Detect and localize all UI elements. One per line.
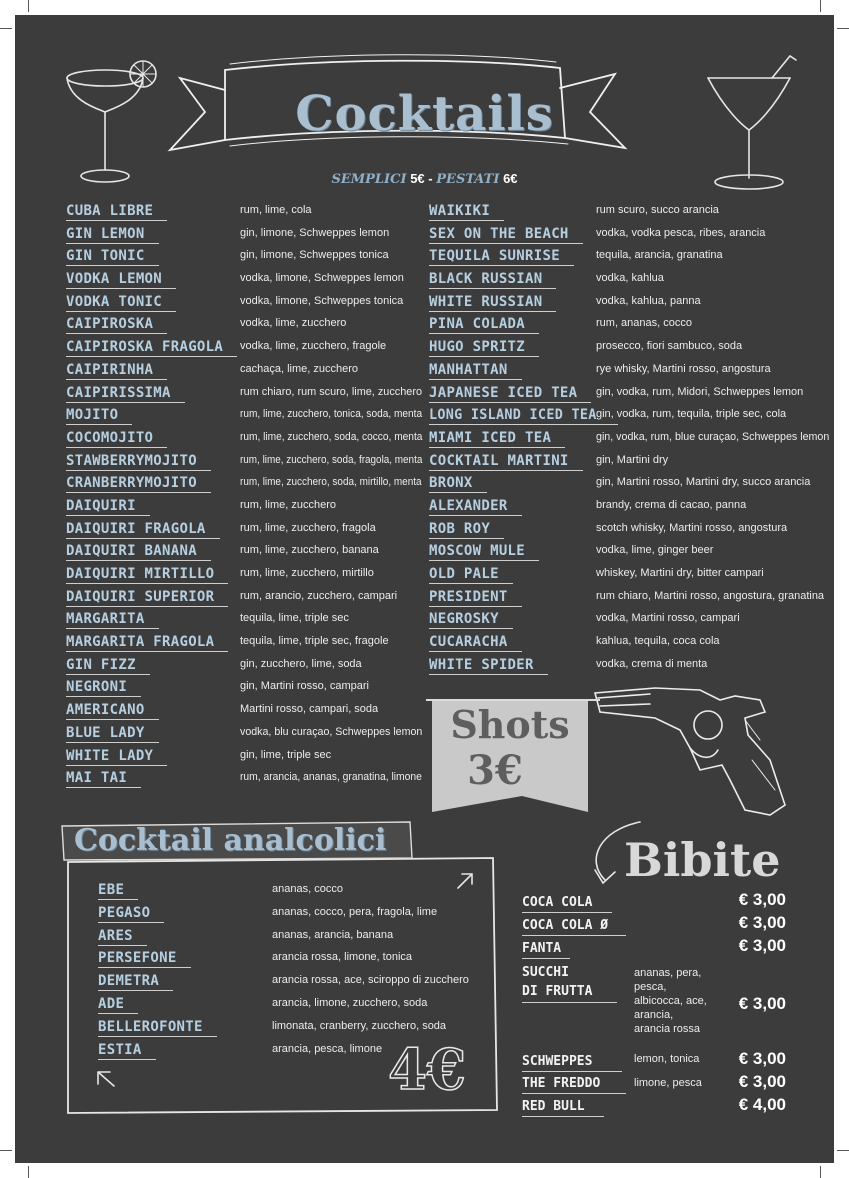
menu-row (429, 589, 829, 612)
drink-ingredients: rum, ananas, cocco (596, 317, 692, 330)
drink-name: GIN TONIC (66, 248, 145, 265)
underline (66, 538, 220, 539)
underline (66, 583, 228, 584)
underline (66, 333, 167, 334)
drink-name: MANHATTAN (429, 361, 508, 378)
drink-ingredients: tequila, arancia, granatina (596, 249, 723, 262)
drink-name: CUBA LIBRE (66, 203, 154, 219)
drink-name: VODKA LEMON (66, 271, 163, 288)
menu-row (66, 589, 426, 612)
underline (66, 447, 167, 448)
drink-name: PEGASO (98, 904, 151, 921)
menu-row (66, 203, 426, 226)
underline (522, 1071, 622, 1072)
underline (429, 333, 539, 334)
drink-price: € 3,00 (738, 1049, 786, 1068)
drink-name: TEQUILA SUNRISE (429, 248, 560, 265)
underline (98, 990, 173, 991)
menu-row (66, 748, 426, 771)
menu-row (429, 248, 829, 271)
arrow-head-icon (595, 870, 615, 883)
drink-ingredients: arancia rossa, ace, sciroppo di zucchero (272, 974, 469, 987)
drink-name: DAIQUIRI FRAGOLA (66, 520, 206, 537)
underline (66, 220, 167, 221)
drink-name: CAIPIRISSIMA (66, 384, 171, 401)
underline (429, 288, 556, 289)
drink-name: VODKA TONIC (66, 293, 163, 310)
drink-ingredients: ananas, cocco (272, 883, 343, 895)
analcolici-price: 4€ (388, 1037, 466, 1103)
drink-ingredients: vodka, limone, Schweppes tonica (240, 294, 404, 307)
drink-ingredients: kahlua, tequila, coca cola (596, 635, 720, 648)
menu-row (66, 498, 426, 521)
underline (66, 787, 141, 788)
drink-flavors: limone, pesca (634, 1077, 702, 1089)
underline (98, 899, 138, 900)
drink-name: ROB ROY (429, 520, 491, 537)
drink-ingredients: gin, Martini dry (596, 453, 669, 466)
drink-name: FANTA (522, 941, 562, 956)
underline (429, 628, 513, 629)
drink-name: HUGO SPRITZ (429, 339, 526, 356)
menu-row (429, 430, 829, 453)
simple-label: SEMPLICI (331, 172, 407, 187)
revolver-icon (595, 688, 785, 815)
drink-ingredients: rum, lime, zucchero, soda, mirtillo, menta (240, 476, 422, 489)
menu-row (429, 611, 829, 634)
underline (98, 945, 147, 946)
drink-name: MOSCOW MULE (429, 543, 526, 560)
drink-name: CAIPIRINHA (66, 361, 154, 378)
drink-ingredients: brandy, crema di cacao, panna (596, 498, 747, 511)
drink-ingredients: rum, lime, zucchero, soda, fragola, menta (240, 453, 423, 466)
underline (429, 402, 591, 403)
drink-ingredients: limonata, cranberry, zucchero, soda (272, 1019, 447, 1032)
drink-ingredients: rum, lime, zucchero, fragola (240, 521, 376, 534)
crushed-label: PESTATI (436, 172, 500, 187)
menu-row (66, 725, 426, 748)
drink-ingredients: rum chiaro, Martini rosso, angostura, granatina (596, 589, 825, 602)
menu-row (66, 634, 426, 657)
drink-name: SEX ON THE BEACH (429, 225, 569, 242)
drink-name: JAPANESE ICED TEA (429, 384, 578, 401)
drink-name: BLUE LADY (66, 724, 145, 741)
drink-ingredients: vodka, kahlua (596, 272, 664, 285)
drink-ingredients: tequila, lime, triple sec, fragole (240, 635, 389, 648)
underline (98, 1036, 217, 1037)
drink-flavors: lemon, tonica (634, 1053, 700, 1065)
drink-ingredients: gin, limone, Schweppes lemon (240, 226, 390, 239)
drink-ingredients: rum, lime, zucchero, mirtillo (240, 567, 374, 579)
menu-row (98, 996, 478, 1019)
underline (522, 935, 626, 936)
menu-row (66, 294, 426, 317)
menu-row (98, 882, 478, 905)
shots-price: 3€ (467, 747, 523, 794)
menu-row (98, 950, 478, 973)
drink-ingredients: rum scuro, succo arancia (596, 204, 719, 216)
drink-ingredients: Martini rosso, campari, soda (240, 703, 379, 716)
underline (429, 492, 487, 493)
drink-ingredients: vodka, lime, ginger beer (596, 544, 714, 557)
analcolici-title: Cocktail analcolici (74, 823, 387, 858)
menu-row (429, 453, 829, 476)
menu-row (429, 634, 829, 657)
drink-name: COCKTAIL MARTINI (429, 452, 569, 469)
juice-flavors (634, 966, 707, 1036)
shots-label: Shots (450, 702, 570, 747)
drink-name: WAIKIKI (429, 203, 491, 219)
underline (429, 220, 504, 221)
underline (98, 922, 164, 923)
drink-ingredients: rye whisky, Martini rosso, angostura (596, 362, 771, 375)
drink-name: MARGARITA FRAGOLA (66, 634, 215, 651)
menu-row (429, 407, 829, 430)
underline (429, 674, 548, 675)
drink-price: € 3,00 (738, 913, 786, 932)
drink-name: DAIQUIRI BANANA (66, 543, 197, 560)
drink-name: CUCARACHA (429, 634, 508, 651)
menu-row (66, 362, 426, 385)
drink-ingredients: rum chiaro, rum scuro, lime, zucchero (240, 385, 422, 398)
drink-name: BELLEROFONTE (98, 1018, 203, 1035)
drink-name: WHITE SPIDER (429, 656, 534, 673)
underline (66, 719, 159, 720)
underline (429, 243, 583, 244)
cocktail-list-left (66, 203, 426, 793)
drink-ingredients: vodka, lime, zucchero, fragole (240, 340, 387, 353)
menu-row (66, 407, 426, 430)
drink-ingredients: whiskey, Martini dry, bitter campari (596, 567, 764, 579)
drink-name: DAIQUIRI SUPERIOR (66, 588, 215, 605)
underline (66, 765, 167, 766)
menu-row (429, 475, 829, 498)
drink-name: RED BULL (522, 1099, 585, 1114)
menu-row (429, 566, 829, 589)
drink-name: ADE (98, 995, 125, 1012)
drink-ingredients: rum, lime, zucchero, banana (240, 544, 379, 557)
drink-name: ARES (98, 927, 133, 944)
cocktail-prices (0, 171, 849, 187)
drink-price: € 4,00 (738, 1095, 786, 1114)
simple-price: 5€ (410, 171, 425, 186)
drink-ingredients: rum, lime, zucchero, soda, cocco, menta (240, 430, 423, 443)
drink-ingredients: gin, Martini rosso, campari (240, 680, 369, 693)
drink-name: PRESIDENT (429, 588, 508, 605)
drink-ingredients: vodka, lime, zucchero (240, 317, 347, 330)
drink-name: MIAMI ICED TEA (429, 429, 552, 446)
drink-name: BRONX (429, 475, 473, 492)
drink-name: WHITE LADY (66, 747, 154, 764)
menu-row (66, 453, 426, 476)
underline (522, 958, 570, 959)
drink-price: € 3,00 (738, 890, 786, 909)
drink-name: CAIPIROSKA FRAGOLA (66, 339, 224, 356)
underline (98, 1059, 156, 1060)
bibite-list (522, 890, 786, 1120)
drink-name: MAI TAI (66, 770, 128, 787)
menu-row (98, 928, 478, 951)
drink-name: EBE (98, 882, 125, 898)
drink-name: THE FREDDO (522, 1076, 601, 1091)
underline (98, 967, 191, 968)
underline (429, 356, 539, 357)
drink-name: PERSEFONE (98, 950, 177, 967)
underline (98, 1013, 138, 1014)
drink-ingredients: scotch whisky, Martini rosso, angostura (596, 521, 788, 534)
underline (522, 912, 612, 913)
underline (66, 560, 211, 561)
menu-row (66, 657, 426, 680)
menu-row (429, 203, 829, 226)
menu-row (66, 339, 426, 362)
underline (429, 447, 565, 448)
menu-row (429, 226, 829, 249)
underline (429, 606, 522, 607)
underline (66, 243, 159, 244)
menu-row (429, 657, 829, 680)
menu-row (429, 543, 829, 566)
underline (66, 696, 141, 697)
drink-ingredients: vodka, crema di menta (596, 657, 708, 670)
underline (66, 311, 176, 312)
drink-name: DAIQUIRI (66, 497, 136, 514)
bibite-title: Bibite (624, 833, 781, 887)
drink-ingredients: gin, limone, Schweppes tonica (240, 249, 389, 262)
underline (66, 288, 176, 289)
menu-row (98, 973, 478, 996)
underline (66, 402, 185, 403)
drink-price: € 3,00 (738, 1072, 786, 1091)
underline (522, 1116, 604, 1117)
drink-ingredients: prosecco, fiori sambuco, soda (596, 340, 743, 353)
menu-row (66, 679, 426, 702)
drink-name: BLACK RUSSIAN (429, 271, 543, 288)
underline (66, 742, 159, 743)
menu-row (66, 271, 426, 294)
drink-ingredients: rum, lime, cola (240, 204, 312, 216)
drink-name: CAIPIROSKA (66, 316, 154, 333)
underline (522, 1093, 626, 1094)
menu-row (66, 770, 426, 793)
drink-ingredients: gin, zucchero, lime, soda (240, 657, 362, 670)
drink-name: PINA COLADA (429, 316, 526, 333)
menu-row (66, 385, 426, 408)
drink-name: GIN LEMON (66, 225, 145, 242)
menu-row (66, 430, 426, 453)
menu-row (429, 521, 829, 544)
drink-name: MARGARITA (66, 611, 145, 628)
menu-title: Cocktails (295, 86, 554, 142)
menu-row (66, 611, 426, 634)
menu-row (66, 316, 426, 339)
underline (66, 628, 159, 629)
underline (66, 651, 228, 652)
drink-name: COCA COLA Ø (522, 918, 609, 933)
drink-name: NEGROSKY (429, 611, 499, 628)
underline (429, 651, 522, 652)
drink-ingredients: vodka, vodka pesca, ribes, arancia (596, 226, 766, 239)
drink-ingredients: rum, arancio, zucchero, campari (240, 589, 398, 602)
menu-row (66, 566, 426, 589)
flavor: albicocca, ace, (634, 995, 707, 1007)
underline (429, 538, 504, 539)
drink-name: ALEXANDER (429, 497, 508, 514)
underline (66, 265, 159, 266)
drink-name: SCHWEPPES (522, 1054, 593, 1069)
drink-ingredients: gin, vodka, rum, tequila, triple sec, cola (596, 408, 787, 421)
drink-ingredients: vodka, limone, Schweppes lemon (240, 272, 404, 285)
drink-name: DAIQUIRI MIRTILLO (66, 566, 215, 582)
menu-row (429, 316, 829, 339)
drink-name: ESTIA (98, 1041, 142, 1058)
menu-row (429, 271, 829, 294)
menu-row (66, 226, 426, 249)
menu-row (66, 475, 426, 498)
menu-row (66, 702, 426, 725)
drink-ingredients: rum, lime, zucchero (240, 498, 336, 511)
underline (429, 470, 583, 471)
crushed-price: 6€ (503, 171, 518, 186)
menu-row (429, 362, 829, 385)
underline (66, 606, 228, 607)
menu-row (66, 521, 426, 544)
drink-ingredients: gin, vodka, rum, blue curaçao, Schweppes lemon (596, 430, 830, 443)
flavor: arancia, (634, 1009, 674, 1021)
drink-name: DI FRUTTA (522, 984, 593, 999)
underline (429, 265, 574, 266)
underline (429, 560, 539, 561)
drink-name: COCOMOJITO (66, 429, 154, 446)
menu-row (429, 294, 829, 317)
drink-ingredients: ananas, cocco, pera, fragola, lime (272, 905, 438, 918)
drink-name: WHITE RUSSIAN (429, 293, 543, 310)
drink-name: AMERICANO (66, 702, 145, 719)
drink-ingredients: cachaça, lime, zucchero (240, 362, 358, 375)
underline (429, 379, 522, 380)
cocktail-list-right (429, 203, 829, 679)
drink-ingredients: vodka, Martini rosso, campari (596, 612, 740, 625)
underline (66, 379, 167, 380)
drink-ingredients: arancia rossa, limone, tonica (272, 951, 413, 964)
underline (66, 424, 132, 425)
drink-name: DEMETRA (98, 973, 160, 990)
underline (66, 492, 211, 493)
drink-ingredients: gin, Martini rosso, Martini dry, succo arancia (596, 476, 811, 489)
drink-name: LONG ISLAND ICED TEA (429, 407, 597, 424)
drink-name: OLD PALE (429, 566, 499, 582)
drink-ingredients: arancia, pesca, limone (272, 1042, 383, 1055)
underline (66, 674, 150, 675)
flavor: pesca, (634, 981, 667, 993)
underline (429, 515, 522, 516)
drink-name: NEGRONI (66, 679, 128, 696)
drink-price: € 3,00 (738, 994, 786, 1013)
drink-ingredients: gin, vodka, rum, Midori, Schweppes lemon (596, 385, 804, 398)
underline (522, 1002, 617, 1003)
underline (66, 356, 237, 357)
underline (429, 311, 556, 312)
drink-name: SUCCHI (522, 965, 569, 980)
underline (66, 515, 150, 516)
drink-ingredients: gin, lime, triple sec (240, 748, 332, 761)
drink-name: GIN FIZZ (66, 656, 136, 673)
drink-name: STAWBERRYMOJITO (66, 452, 197, 469)
drink-ingredients: rum, arancia, ananas, granatina, limone (240, 771, 422, 784)
underline (429, 424, 618, 425)
menu-row (66, 543, 426, 566)
drink-ingredients: vodka, blu curaçao, Schweppes lemon (240, 725, 423, 738)
price-separator: - (428, 171, 433, 186)
corner-arrow-icon (98, 1072, 114, 1086)
drink-name: MOJITO (66, 407, 119, 424)
drink-ingredients: ananas, arancia, banana (272, 928, 394, 941)
flavor: arancia rossa (634, 1023, 701, 1035)
menu-row (98, 905, 478, 928)
menu-row (429, 385, 829, 408)
underline (429, 583, 513, 584)
flavor: ananas, pera, (634, 967, 702, 979)
drink-name: CRANBERRYMOJITO (66, 475, 197, 492)
drink-name: COCA COLA (522, 895, 593, 910)
drink-ingredients: vodka, kahlua, panna (596, 294, 701, 307)
menu-row (66, 248, 426, 271)
drink-ingredients: arancia, limone, zucchero, soda (272, 996, 428, 1009)
underline (66, 470, 211, 471)
menu-row (429, 339, 829, 362)
menu-row (429, 498, 829, 521)
drink-price: € 3,00 (738, 936, 786, 955)
drink-ingredients: rum, lime, zucchero, tonica, soda, menta (240, 408, 423, 421)
drink-ingredients: tequila, lime, triple sec (240, 612, 349, 625)
